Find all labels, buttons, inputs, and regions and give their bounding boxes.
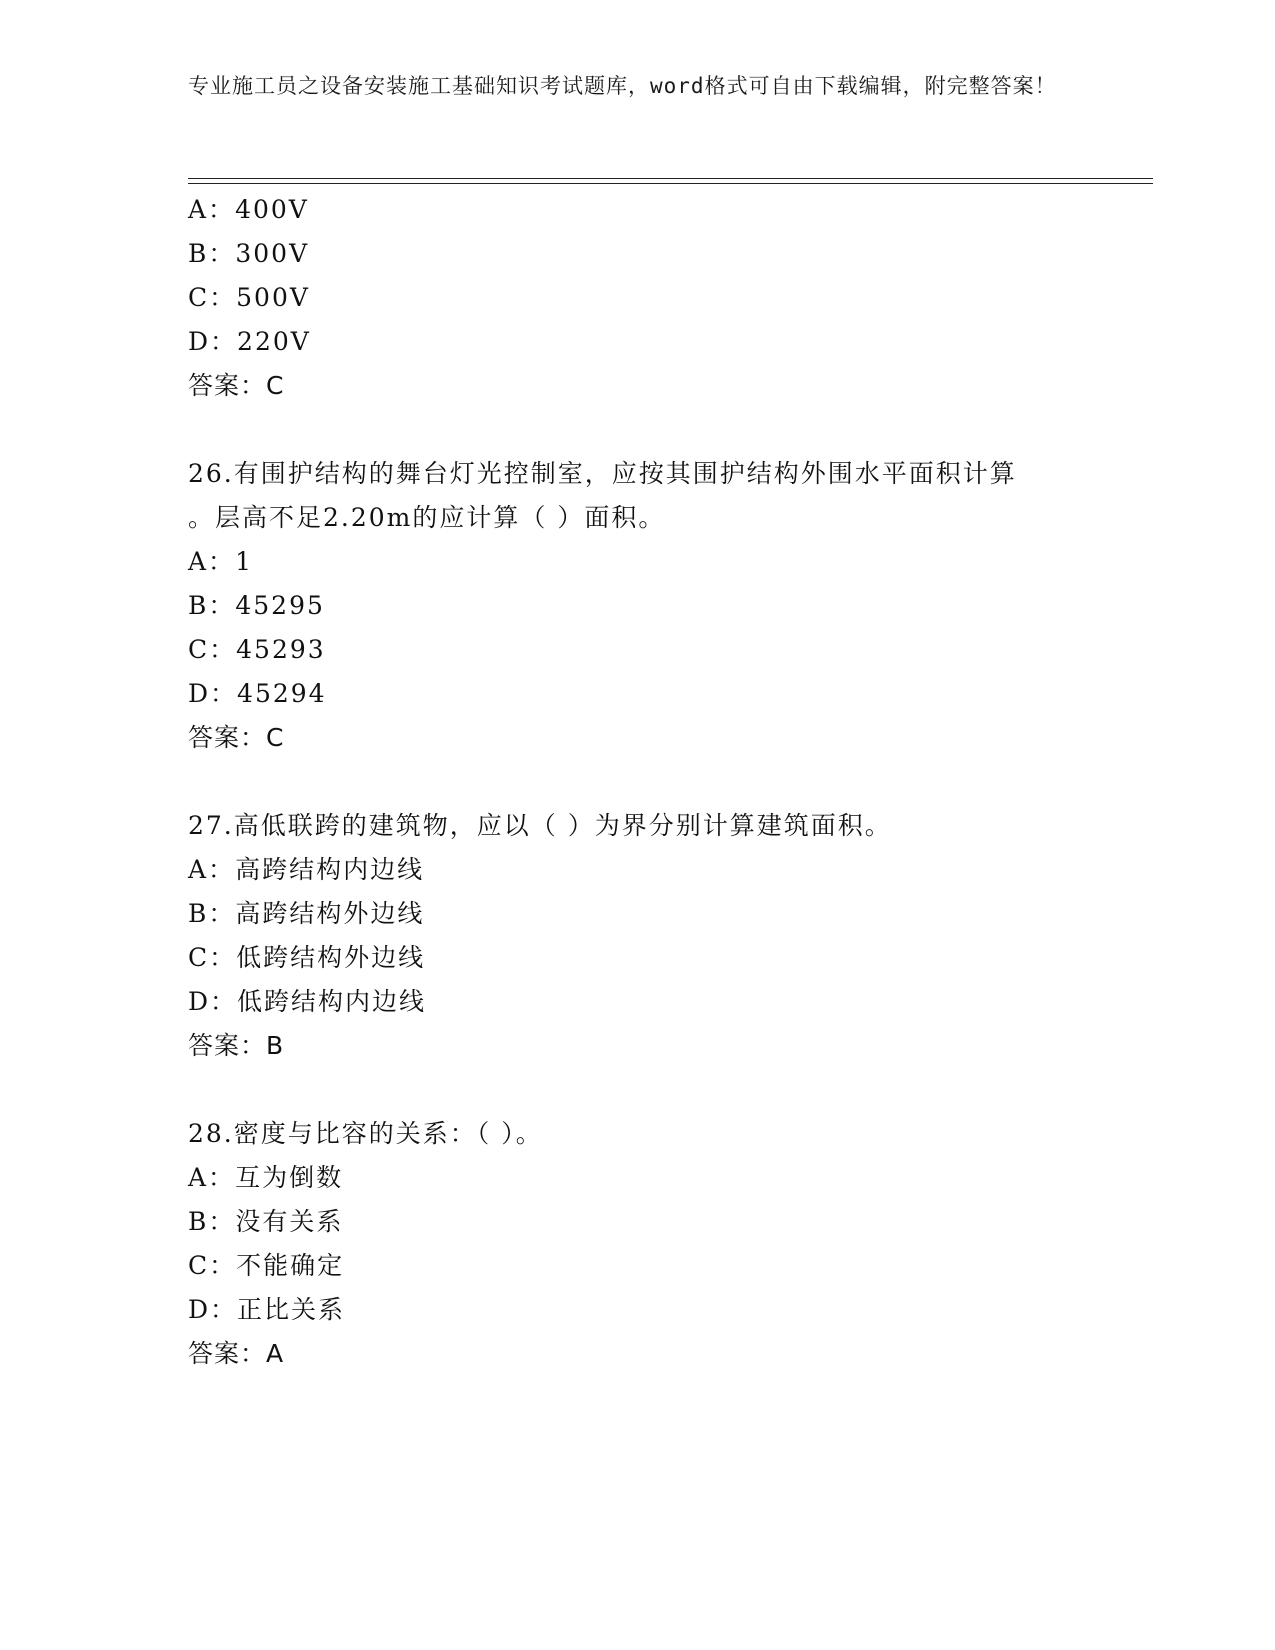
option-b: B：高跨结构外边线 bbox=[188, 899, 425, 928]
option-d: D：正比关系 bbox=[188, 1295, 346, 1324]
answer-line: 答案：A bbox=[188, 1339, 285, 1368]
option-d: D：45294 bbox=[188, 679, 327, 708]
option-a: A：400V bbox=[188, 195, 309, 224]
option-a: A：1 bbox=[188, 547, 253, 576]
option-d: D：220V bbox=[188, 327, 311, 356]
option-b: B：45295 bbox=[188, 591, 325, 620]
question-26-text: 26.有围护结构的舞台灯光控制室，应按其围护结构外围水平面积计算 bbox=[188, 459, 1017, 488]
answer-line: 答案：C bbox=[188, 371, 285, 400]
option-a: A：互为倒数 bbox=[188, 1163, 344, 1192]
question-28-text: 28.密度与比容的关系：（ ）。 bbox=[188, 1119, 543, 1148]
header-rule-bottom bbox=[188, 183, 1153, 184]
option-c: C：低跨结构外边线 bbox=[188, 943, 426, 972]
option-b: B：没有关系 bbox=[188, 1207, 344, 1236]
option-c: C：不能确定 bbox=[188, 1251, 345, 1280]
option-d: D：低跨结构内边线 bbox=[188, 987, 427, 1016]
document-header: 专业施工员之设备安装施工基础知识考试题库，word格式可自由下载编辑，附完整答案！ bbox=[188, 74, 1057, 98]
question-26-text-cont: 。层高不足2.20m的应计算（ ）面积。 bbox=[188, 503, 666, 532]
answer-line: 答案：B bbox=[188, 1031, 285, 1060]
option-c: C：500V bbox=[188, 283, 310, 312]
option-b: B：300V bbox=[188, 239, 310, 268]
header-rule-top bbox=[188, 178, 1153, 179]
question-27-text: 27.高低联跨的建筑物，应以（ ）为界分别计算建筑面积。 bbox=[188, 811, 892, 840]
answer-line: 答案：C bbox=[188, 723, 285, 752]
option-a: A：高跨结构内边线 bbox=[188, 855, 425, 884]
option-c: C：45293 bbox=[188, 635, 326, 664]
